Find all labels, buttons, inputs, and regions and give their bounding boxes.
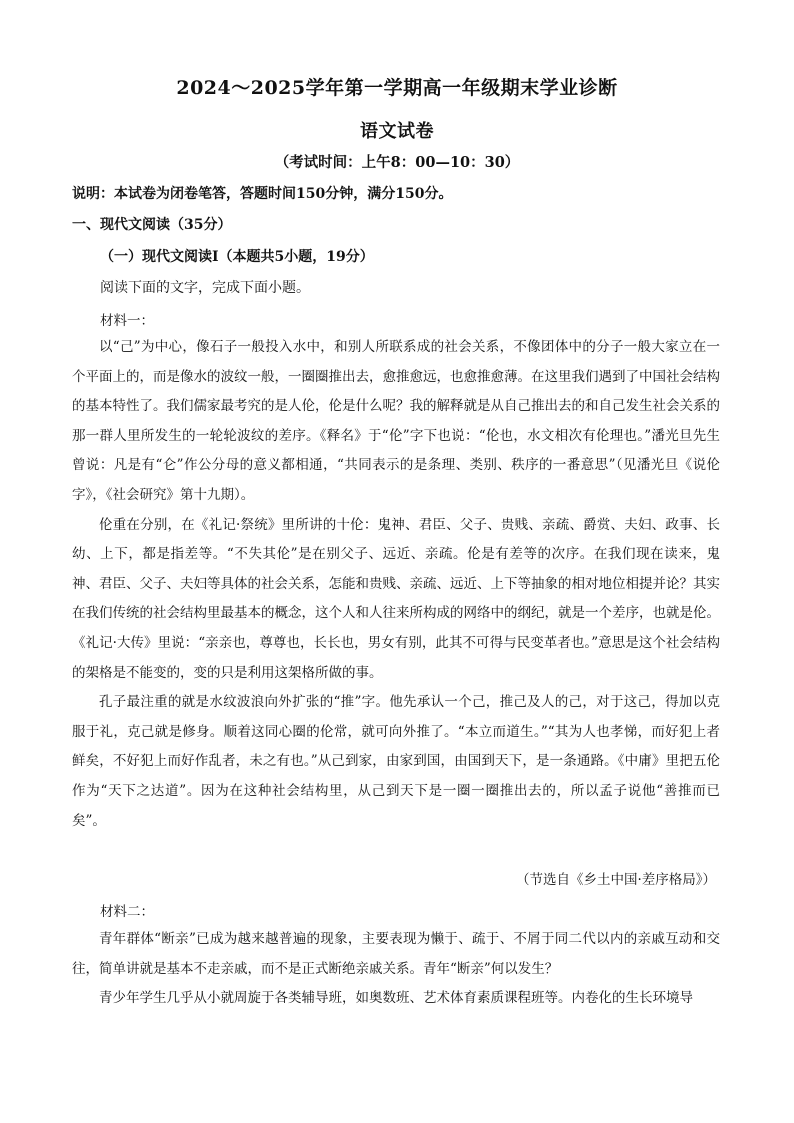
material2-label: 材料二： xyxy=(100,904,154,920)
material2-body xyxy=(72,925,720,1014)
section-title: 一、现代文阅读（35分） xyxy=(72,217,232,233)
instructions: 说明：本试卷为闭卷笔答，答题时间150分钟，满分150分。 xyxy=(72,186,453,202)
material1-source: （节选自《乡土中国·差序格局》） xyxy=(515,872,716,888)
material1-body xyxy=(72,333,720,836)
material1-paragraph: 以“己”为中心，像石子一般投入水中，和别人所联系成的社会关系，不像团体中的分子一般大家立在一个平面上的，而是像水的波纹一般，一圈圈推出去，愈推愈远，也愈推愈薄。在这里我们遇到了中国社会结构的基本特性了。我们儒家最考究的是人伦，伦是什么呢？我的解释就是从自己推出去的和自己发生社会关系的那一群人里所发生的一轮轮波纹的差序。《释名》于“伦”字下也说：“伦也，水文相次有伦理也。”潘光旦先生曾说：凡是有“仑”作公分母的意义都相通，“共同表示的是条理、类别、秩序的一番意思”（见潘光旦《说伦字》，《社会研究》第十九期）。 xyxy=(72,339,720,503)
reading-prompt: 阅读下面的文字，完成下面小题。 xyxy=(100,280,310,296)
subject-title: 语文试卷 xyxy=(360,121,434,142)
exam-time: （考试时间：上午8：00—10：30） xyxy=(274,154,520,171)
exam-title: 2024～2025学年第一学期高一年级期末学业诊断 xyxy=(176,77,618,99)
material1-label: 材料一： xyxy=(100,313,154,329)
material1-paragraph: 孔子最注重的就是水纹波浪向外扩张的“推”字。他先承认一个己，推己及人的己，对于这己，得加以克服于礼，克己就是修身。顺着这同心圈的伦常，就可向外推了。“本立而道生。”“其为人也孝悌，而好犯上者鲜矣，不好犯上而好作乱者，未之有也。”从己到家，由家到国，由国到天下，是一条通路。《中庸》里把五伦作为“天下之达道”。因为在这种社会结构里，从己到天下是一圈一圈推出去的，所以孟子说他“善推而已矣”。 xyxy=(72,694,720,829)
subsection-title: （一）现代文阅读Ⅰ（本题共5小题，19分） xyxy=(100,249,374,265)
material2-paragraph: 青年群体“断亲”已成为越来越普遍的现象，主要表现为懒于、疏于、不屑于同二代以内的亲戚互动和交往，简单讲就是基本不走亲戚，而不是正式断绝亲戚关系。青年“断亲”何以发生？ xyxy=(72,931,720,977)
material2-paragraph: 青少年学生几乎从小就周旋于各类辅导班，如奥数班、艺术体育素质课程班等。内卷化的生长环境导 xyxy=(99,990,693,1007)
material1-paragraph: 伦重在分别，在《礼记·祭统》里所讲的十伦：鬼神、君臣、父子、贵贱、亲疏、爵赏、夫妇、政事、长幼、上下，都是指差等。“不失其伦”是在别父子、远近、亲疏。伦是有差等的次序。在我们现在读来，鬼神、君臣、父子、夫妇等具体的社会关系，怎能和贵贱、亲疏、远近、上下等抽象的相对地位相提并论？其实在我们传统的社会结构里最基本的概念，这个人和人往来所构成的网络中的纲纪，就是一个差序，也就是伦。《礼记·大传》里说：“亲亲也，尊尊也，长长也，男女有别，此其不可得与民变革者也。”意思是这个社会结构的架格是不能变的，变的只是利用这架格所做的事。 xyxy=(72,516,720,681)
